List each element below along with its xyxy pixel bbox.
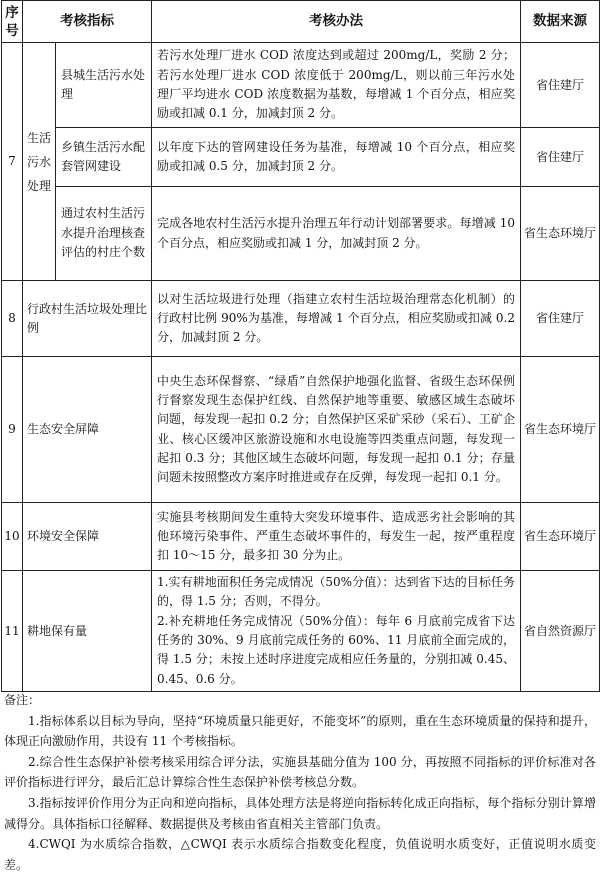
row-indicator: 县城生活污水处理 — [56, 43, 152, 128]
row-seq: 9 — [2, 357, 23, 503]
row-source: 省生态环境厅 — [521, 503, 600, 571]
row-seq: 7 — [2, 43, 23, 281]
row-source: 省住建厅 — [521, 128, 600, 187]
table-row — [2, 43, 600, 128]
note-item: 1.指标体系以目标为导向，坚持“环境质量只能更好，不能变坏”的原则，重在生态环境质量的保持和提升，体现正向激励作用，共设有 11 个考核指标。 — [4, 713, 596, 749]
row-seq: 10 — [2, 503, 23, 571]
row-source: 省住建厅 — [521, 43, 600, 128]
row-method: 以年度下达的管网建设任务为基准，每增减 10 个百分点，相应奖励或扣减 0.5 分，加减封顶 2 分。 — [152, 128, 521, 187]
header-indicator: 考核指标 — [23, 1, 152, 43]
row-method: 以对生活垃圾进行处理（指建立农村生活垃圾治理常态化机制）的行政村比例 90%为基准，每增减 1 个百分点，相应奖励或扣减 0.2 分，加减封顶 2 分。 — [152, 281, 521, 357]
row-method: 若污水处理厂进水 COD 浓度达到或超过 200mg/L，奖励 2 分；若污水处理厂进水 COD 浓度低于 200mg/L，则以前三年污水处理厂平均进水 COD 浓度数据为基数，每增减 1 个百分点，相应奖励或扣减 0.1 分，加减封顶 2 分。 — [152, 43, 521, 128]
notes-section — [4, 690, 596, 875]
row-source: 省生态环境厅 — [521, 187, 600, 281]
table-row — [2, 571, 600, 692]
row-source: 省自然资源厅 — [521, 571, 600, 692]
assessment-table — [1, 0, 600, 692]
note-item: 3.指标按评价作用分为正向和逆向指标，具体处理方法是将逆向指标转化成正向指标，每个指标分别计算增减得分。具体指标口径解释、数据提供及考核由省直相关主管部门负责。 — [4, 795, 596, 831]
row-indicator: 生态安全屏障 — [23, 357, 152, 503]
table-row — [2, 187, 600, 281]
table-header-row — [2, 1, 600, 43]
row-indicator: 行政村生活垃圾处理比例 — [23, 281, 152, 357]
row-seq: 11 — [2, 571, 23, 692]
header-method: 考核办法 — [152, 1, 521, 43]
row-indicator: 耕地保有量 — [23, 571, 152, 692]
row-seq: 8 — [2, 281, 23, 357]
row-source: 省生态环境厅 — [521, 357, 600, 503]
row-method: 中央生态环保督察、“绿盾”自然保护地强化监督、省级生态环保例行督察发现生态保护红线、自然保护地等重要、敏感区域生态破坏问题，每发现一起扣 0.2 分；自然保护区采矿采砂（采石）、工矿企业、核心区缓冲区旅游设施和水电设施等四类重点问题，每发现一起扣 0.3 分；其他区域生态破坏问题，每发现一起扣 0.1 分；存量问题未按照整改方案序时推进或存在反弹，每发现一起扣 0.1 分。 — [152, 357, 521, 503]
table-row — [2, 357, 600, 503]
row-method: 完成各地农村生活污水提升治理五年行动计划部署要求。每增减 10 个百分点，相应奖励或扣减 1 分，加减封顶 2 分。 — [152, 187, 521, 281]
row-method: 实施县考核期间发生重特大突发环境事件、造成恶劣社会影响的其他环境污染事件、严重生态破坏事件的，每发生一起，按严重程度扣 10～15 分，最多扣 30 分为止。 — [152, 503, 521, 571]
row-method: 1.实有耕地面积任务完成情况（50%分值）：达到省下达的目标任务的，得 1.5 分；否则，不得分。 2.补充耕地任务完成情况（50%分值）：每年 6 月底前完成省下达任务的 30%、9 月底前完成任务的 60%、11 月底前全面完成的，得 1.5 分；未按上述时序进度完成相应任务量的，分别扣减 0.45、0.45、0.6 分。 — [152, 571, 521, 692]
header-seq: 序号 — [2, 1, 23, 43]
header-source: 数据来源 — [521, 1, 600, 43]
note-item: 4.CWQI 为水质综合指数，△CWQI 表示水质综合指数变化程度，负值说明水质变好，正值说明水质变差。 — [4, 837, 596, 872]
table-row — [2, 281, 600, 357]
table-row — [2, 128, 600, 187]
note-item: 2.综合性生态保护补偿考核采用综合评分法，实施县基础分值为 100 分，再按照不同指标的评价标准对各评价指标进行评分，最后汇总计算综合性生态保护补偿考核总分数。 — [4, 754, 596, 790]
notes-title: 备注： — [4, 693, 41, 707]
table-row — [2, 503, 600, 571]
row-indicator: 通过农村生活污水提升治理核查评估的村庄个数 — [56, 187, 152, 281]
row-category: 生活污水处理 — [23, 43, 56, 281]
row-source: 省住建厅 — [521, 281, 600, 357]
row-indicator: 乡镇生活污水配套管网建设 — [56, 128, 152, 187]
row-indicator: 环境安全保障 — [23, 503, 152, 571]
